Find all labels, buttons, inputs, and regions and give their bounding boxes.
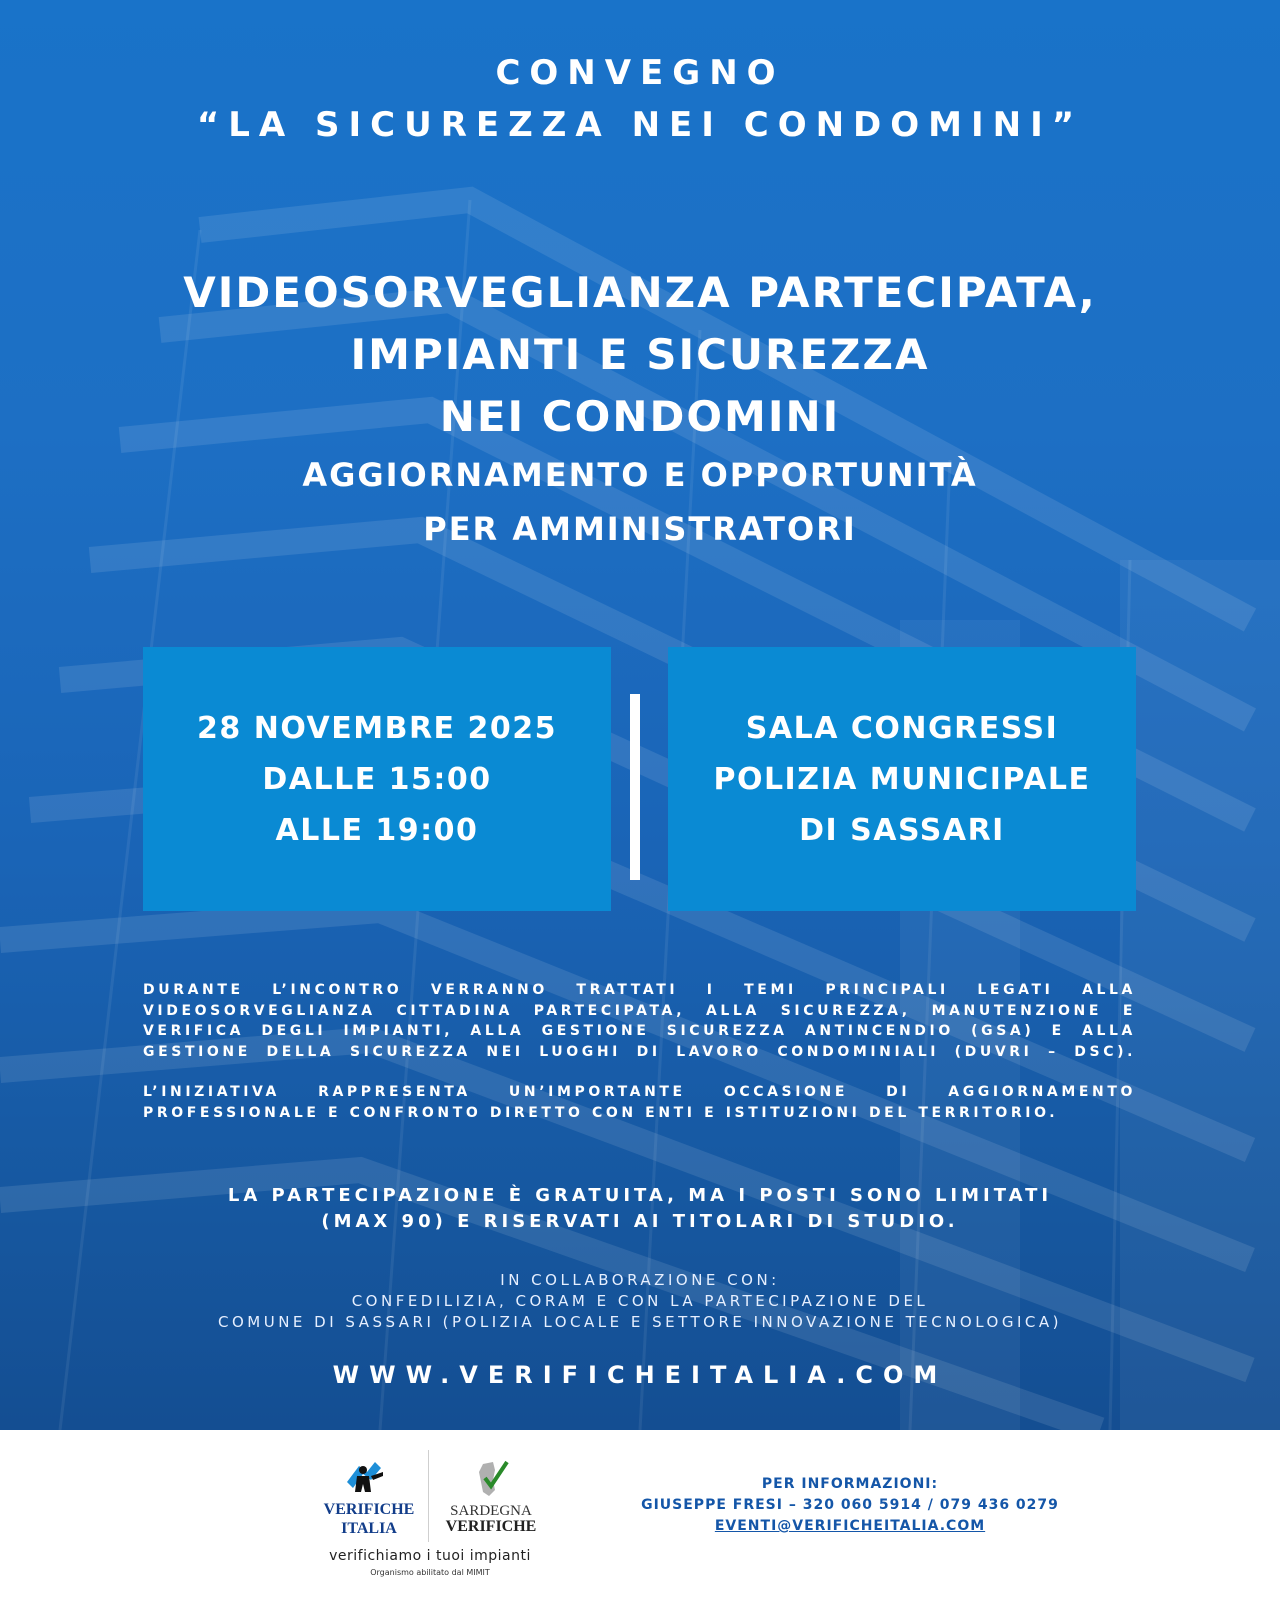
website-link[interactable]: WWW.VERIFICHEITALIA.COM <box>332 1361 948 1389</box>
box-divider <box>630 694 640 880</box>
info-email-link[interactable]: EVENTI@VERIFICHEITALIA.COM <box>714 1518 986 1534</box>
sardegna-verifiche-logo <box>436 1458 546 1535</box>
convention-header <box>0 48 1280 152</box>
verifiche-italia-logo-icon <box>341 1458 397 1498</box>
logo-divider <box>428 1450 429 1542</box>
venue-line-2: POLIZIA MUNICIPALE <box>713 761 1091 797</box>
venue-box <box>668 647 1136 911</box>
event-start-time: DALLE 15:00 <box>262 761 492 797</box>
title-line-1: VIDEOSORVEGLIANZA PARTECIPATA, <box>183 268 1097 317</box>
collaboration-info <box>0 1270 1280 1333</box>
company-tagline: verifichiamo i tuoi impianti <box>329 1548 531 1564</box>
description-paragraph-2: L’INIZIATIVA RAPPRESENTA UN’IMPORTANTE OCCASIONE DI AGGIORNAMENTO PROFESSIONALE E CONFRONTO DIRETTO CON ENTI E ISTITUZIONI DEL TERRITORIO. <box>143 1084 1136 1121</box>
title-line-3: NEI CONDOMINI <box>439 392 841 441</box>
sardegna-verifiche-logo-line-2: VERIFICHE <box>445 1518 537 1535</box>
event-end-time: ALLE 19:00 <box>275 812 479 848</box>
verifiche-italia-logo-line-1: VERIFICHE <box>323 1501 415 1518</box>
verifiche-italia-logo <box>318 1458 420 1536</box>
title-line-5: PER AMMINISTRATORI <box>423 510 857 548</box>
notice-line-2: (MAX 90) E RISERVATI AI TITOLARI DI STUDIO. <box>321 1211 959 1232</box>
header-line-2: “LA SICUREZZA NEI CONDOMINI” <box>196 105 1084 145</box>
info-contact-phone: GIUSEPPE FRESI – 320 060 5914 / 079 436 0279 <box>641 1497 1059 1513</box>
footer <box>0 1430 1280 1600</box>
event-description <box>143 980 1136 1143</box>
header-line-1: CONVEGNO <box>495 53 785 93</box>
venue-line-3: DI SASSARI <box>799 812 1005 848</box>
collaboration-line-2: CONFEDILIZIA, CORAM E CON LA PARTECIPAZIONE DEL <box>351 1292 929 1310</box>
title-line-4: AGGIORNAMENTO E OPPORTUNITÀ <box>302 456 978 494</box>
company-accreditation: Organismo abilitato dal MIMIT <box>370 1568 490 1577</box>
notice-line-1: LA PARTECIPAZIONE È GRATUITA, MA I POSTI SONO LIMITATI <box>227 1185 1053 1206</box>
collaboration-line-3: COMUNE DI SASSARI (POLIZIA LOCALE E SETTORE INNOVAZIONE TECNOLOGICA) <box>218 1313 1062 1331</box>
contact-info <box>620 1474 1080 1537</box>
sardegna-verifiche-logo-line-1: SARDEGNA <box>450 1503 532 1519</box>
description-paragraph-1: DURANTE L’INCONTRO VERRANNO TRATTATI I TEMI PRINCIPALI LEGATI ALLA VIDEOSORVEGLIANZA CITTADINA PARTECIPATA, ALLA SICUREZZA, MANUTENZIONE E VERIFICA DEGLI IMPIANTI, ALLA GESTIONE SICUREZZA ANTINCENDIO (GSA) E ALLA GESTIONE DELLA SICUREZZA NEI LUOGHI DI LAVORO CONDOMINIALI (DUVRI – DSC). <box>143 982 1136 1060</box>
venue-line-1: SALA CONGRESSI <box>745 710 1059 746</box>
verifiche-italia-logo-line-2: ITALIA <box>341 1520 397 1537</box>
event-date: 28 NOVEMBRE 2025 <box>197 710 557 746</box>
title-line-2: IMPIANTI E SICUREZZA <box>350 330 930 379</box>
date-time-box <box>143 647 611 911</box>
participation-notice <box>0 1183 1280 1235</box>
info-label: PER INFORMAZIONI: <box>761 1476 939 1492</box>
sardinia-check-icon <box>469 1458 513 1498</box>
collaboration-line-1: IN COLLABORAZIONE CON: <box>500 1271 780 1289</box>
event-title <box>0 262 1280 556</box>
